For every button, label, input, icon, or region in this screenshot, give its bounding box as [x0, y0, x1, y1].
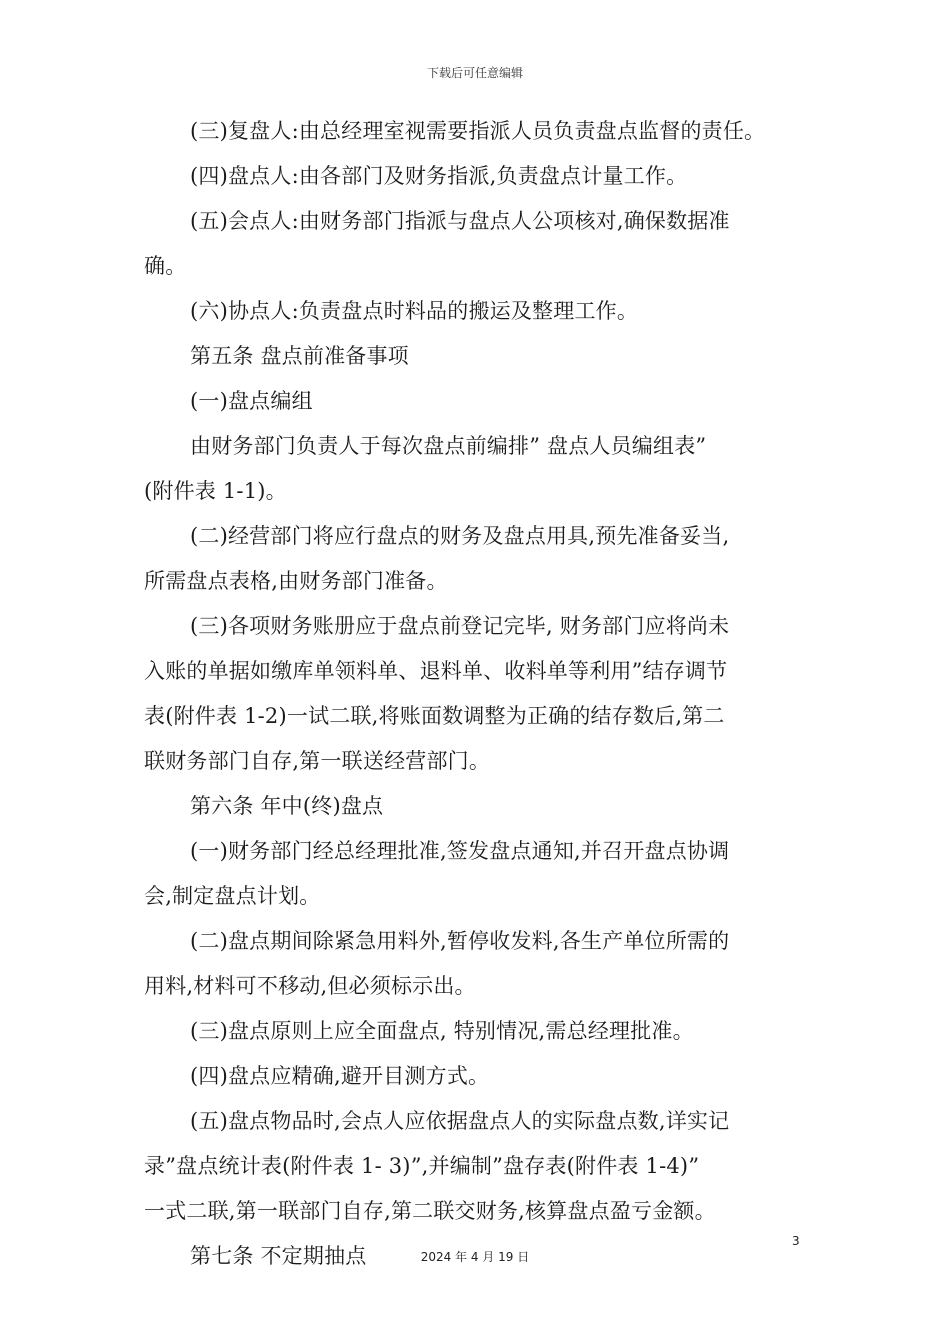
- paragraph-line: (二)经营部门将应行盘点的财务及盘点用具,预先准备妥当,: [190, 524, 730, 548]
- paragraph-line: 确。: [144, 254, 187, 278]
- paragraph-line: 所需盘点表格,由财务部门准备。: [144, 569, 448, 593]
- paragraph-line: (六)协点人:负责盘点时料品的搬运及整理工作。: [190, 299, 639, 323]
- paragraph-line: (附件表 1-1)。: [144, 479, 287, 503]
- paragraph-line: (一)财务部门经总经理批准,签发盘点通知,并召开盘点协调: [190, 839, 730, 863]
- footer-date: 2024 年 4 月 19 日: [420, 1250, 530, 1264]
- paragraph-line: (四)盘点人:由各部门及财务指派,负责盘点计量工作。: [190, 164, 688, 188]
- paragraph-line: (三)各项财务账册应于盘点前登记完毕, 财务部门应将尚未: [190, 614, 730, 638]
- paragraph-line: (三)复盘人:由总经理室视需要指派人员负责盘点监督的责任。: [190, 119, 766, 143]
- paragraph-line: 由财务部门负责人于每次盘点前编排” 盘点人员编组表”: [190, 434, 707, 458]
- document-body: [144, 116, 824, 1286]
- paragraph-line: 一式二联,第一联部门自存,第二联交财务,核算盘点盈亏金额。: [144, 1199, 716, 1223]
- paragraph-line: 会,制定盘点计划。: [144, 884, 321, 908]
- paragraph-line: (五)盘点物品时,会点人应依据盘点人的实际盘点数,详实记: [190, 1109, 730, 1133]
- article-heading: 第六条 年中(终)盘点: [190, 794, 384, 818]
- paragraph-line: (三)盘点原则上应全面盘点, 特别情况,需总经理批准。: [190, 1019, 694, 1043]
- article-heading: 第五条 盘点前准备事项: [190, 344, 409, 368]
- paragraph-line: (四)盘点应精确,避开目测方式。: [190, 1064, 490, 1088]
- paragraph-line: (五)会点人:由财务部门指派与盘点人公项核对,确保数据准: [190, 209, 730, 233]
- paragraph-line: 用料,材料可不移动,但必须标示出。: [144, 974, 476, 998]
- paragraph-line: (一)盘点编组: [190, 389, 313, 413]
- paragraph-line: 入账的单据如缴库单领料单、退料单、收料单等利用”结存调节: [144, 659, 728, 683]
- paragraph-line: (二)盘点期间除紧急用料外,暂停收发料,各生产单位所需的: [190, 929, 730, 953]
- paragraph-line: 联财务部门自存,第一联送经营部门。: [144, 749, 491, 773]
- header-note: 下载后可任意编辑: [426, 66, 523, 80]
- article-heading: 第七条 不定期抽点: [190, 1244, 367, 1268]
- paragraph-line: 表(附件表 1-2)一试二联,将账面数调整为正确的结存数后,第二: [144, 704, 725, 728]
- page-number: 3: [792, 1234, 800, 1248]
- paragraph-line: 录”盘点统计表(附件表 1- 3)”,并编制”盘存表(附件表 1-4)”: [144, 1154, 700, 1178]
